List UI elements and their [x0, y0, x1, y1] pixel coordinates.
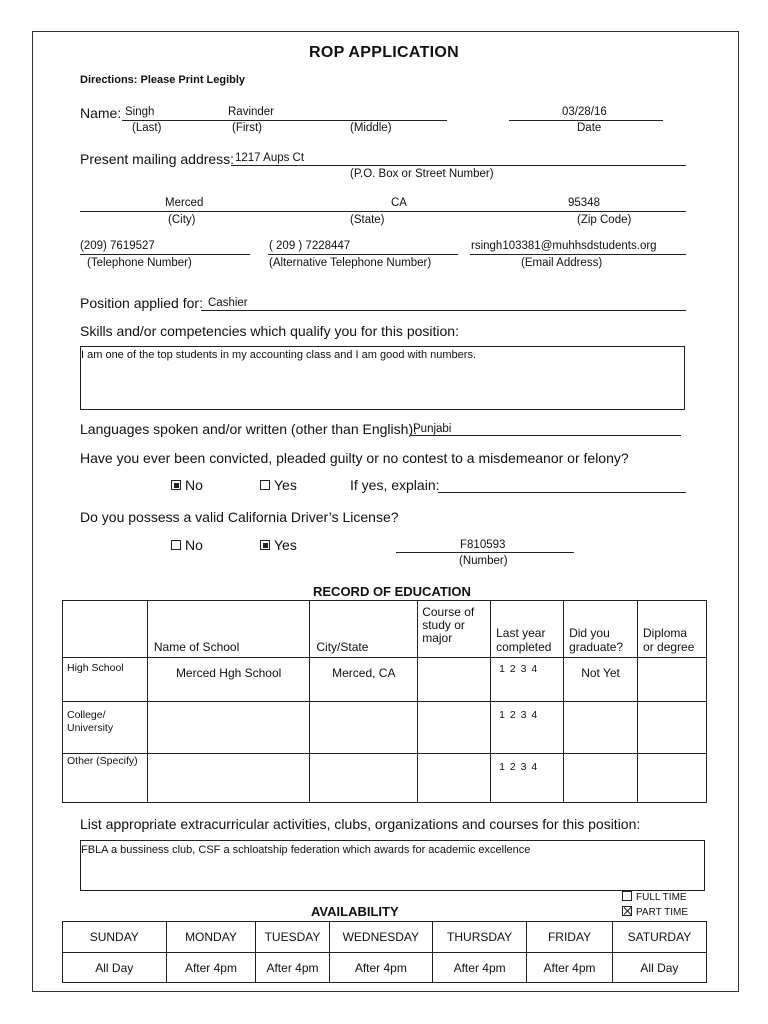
license-yes-label: Yes	[274, 537, 297, 553]
license-number-caption: (Number)	[459, 555, 508, 567]
full-time-option[interactable]	[622, 892, 687, 903]
header-cell: Name of School	[147, 601, 310, 658]
header-cell: Diploma or degree	[638, 601, 707, 658]
time-cell[interactable]: After 4pm	[329, 953, 433, 983]
availability-table	[62, 921, 707, 983]
school-cell[interactable]	[147, 754, 310, 803]
day-cell: TUESDAY	[256, 922, 329, 953]
row-label: High School	[63, 658, 148, 702]
skills-label: Skills and/or competencies which qualify you for this position:	[80, 323, 459, 339]
row-label: Other (Specify)	[63, 754, 148, 803]
directions: Directions: Please Print Legibly	[80, 74, 246, 86]
license-no-label: No	[185, 537, 203, 553]
education-title: RECORD OF EDUCATION	[313, 584, 471, 599]
header-cell: City/State	[310, 601, 418, 658]
license-no-option[interactable]	[171, 537, 203, 553]
diploma-cell[interactable]	[638, 658, 707, 702]
date-line	[509, 120, 663, 121]
day-cell: WEDNESDAY	[329, 922, 433, 953]
email-field[interactable]: rsingh103381@muhhsdstudents.org	[471, 240, 657, 252]
day-cell: MONDAY	[166, 922, 256, 953]
time-cell[interactable]: All Day	[612, 953, 706, 983]
middle-caption: (Middle)	[350, 122, 392, 134]
checkbox-x-icon[interactable]	[622, 906, 632, 916]
education-header-row	[63, 601, 707, 658]
phone-field[interactable]: (209) 7619527	[80, 240, 155, 252]
time-cell[interactable]: After 4pm	[527, 953, 613, 983]
checkbox-checked-icon[interactable]	[171, 480, 181, 490]
major-cell[interactable]	[418, 658, 491, 702]
part-time-label: PART TIME	[636, 907, 689, 918]
alt-phone-field[interactable]: ( 209 ) 7228447	[269, 240, 351, 252]
checkbox-empty-icon[interactable]	[171, 540, 181, 550]
graduate-cell[interactable]	[564, 702, 638, 754]
last-name-field[interactable]: Singh	[125, 106, 155, 118]
license-number-line	[396, 552, 574, 553]
zip-field[interactable]: 95348	[568, 197, 600, 209]
header-cell: Did you graduate?	[564, 601, 638, 658]
years-cell[interactable]: 1 2 3 4	[491, 754, 564, 803]
time-cell[interactable]: After 4pm	[433, 953, 527, 983]
graduate-cell[interactable]: Not Yet	[564, 658, 638, 702]
row-label: College/ University	[63, 702, 148, 754]
license-label: Do you possess a valid California Driver’s License?	[80, 509, 399, 525]
position-line	[201, 310, 686, 311]
state-caption: (State)	[350, 214, 385, 226]
header-cell: Last year completed	[491, 601, 564, 658]
part-time-option[interactable]	[622, 907, 688, 918]
day-cell: SUNDAY	[63, 922, 167, 953]
header-cell: Course of study or major	[418, 601, 491, 658]
day-cell: SATURDAY	[612, 922, 706, 953]
email-caption: (Email Address)	[521, 257, 603, 269]
convicted-no-option[interactable]	[171, 477, 203, 493]
alt-phone-caption: (Alternative Telephone Number)	[269, 257, 432, 269]
languages-label: Languages spoken and/or written (other than English):	[80, 421, 417, 437]
checkbox-checked-icon[interactable]	[260, 540, 270, 550]
city-field[interactable]: Merced	[165, 197, 204, 209]
first-name-field[interactable]: Ravinder	[228, 106, 275, 118]
explain-line[interactable]	[438, 492, 686, 493]
convicted-label: Have you ever been convicted, pleaded guilty or no contest to a misdemeanor or felony?	[80, 450, 629, 466]
years-cell[interactable]: 1 2 3 4	[491, 702, 564, 754]
explain-label: If yes, explain:	[350, 477, 440, 493]
date-caption: Date	[577, 122, 602, 134]
email-line	[470, 254, 686, 255]
activities-label: List appropriate extracurricular activities, clubs, organizations and courses for this position:	[80, 816, 641, 832]
address-line	[231, 165, 686, 166]
state-field[interactable]: CA	[391, 197, 407, 209]
last-caption: (Last)	[132, 122, 162, 134]
convicted-yes-label: Yes	[274, 477, 297, 493]
name-line	[122, 120, 447, 121]
convicted-no-label: No	[185, 477, 203, 493]
day-cell: FRIDAY	[527, 922, 613, 953]
languages-field[interactable]: Punjabi	[413, 423, 452, 435]
availability-times-row	[63, 953, 707, 983]
day-cell: THURSDAY	[433, 922, 527, 953]
languages-line	[411, 435, 681, 436]
address-label: Present mailing address:	[80, 151, 235, 167]
time-cell[interactable]: All Day	[63, 953, 167, 983]
full-time-label: FULL TIME	[636, 892, 687, 903]
major-cell[interactable]	[418, 702, 491, 754]
position-field[interactable]: Cashier	[208, 297, 248, 309]
activities-textarea[interactable]	[80, 840, 705, 891]
time-cell[interactable]: After 4pm	[256, 953, 329, 983]
diploma-cell[interactable]	[638, 754, 707, 803]
city-state-zip-line	[80, 211, 686, 212]
years-cell[interactable]: 1 2 3 4	[491, 658, 564, 702]
availability-title: AVAILABILITY	[311, 904, 399, 919]
activities-text: FBLA a bussiness club, CSF a schloatship federation which awards for academic excellence	[81, 844, 531, 856]
time-cell[interactable]: After 4pm	[166, 953, 256, 983]
first-caption: (First)	[232, 122, 263, 134]
education-table	[62, 600, 707, 803]
header-cell	[63, 601, 148, 658]
phone-caption: (Telephone Number)	[87, 257, 192, 269]
license-number-field[interactable]: F810593	[460, 539, 506, 551]
license-yes-option[interactable]	[260, 537, 297, 553]
diploma-cell[interactable]	[638, 702, 707, 754]
city-cell[interactable]: Merced, CA	[310, 658, 418, 702]
convicted-yes-option[interactable]	[260, 477, 297, 493]
street-caption: (P.O. Box or Street Number)	[350, 168, 494, 180]
table-row	[63, 702, 707, 754]
table-row	[63, 658, 707, 702]
city-caption: (City)	[168, 214, 196, 226]
school-cell[interactable]	[147, 702, 310, 754]
street-field[interactable]: 1217 Aups Ct	[235, 152, 305, 164]
checkbox-empty-icon[interactable]	[260, 480, 270, 490]
availability-days-row	[63, 922, 707, 953]
school-cell[interactable]: Merced Hgh School	[147, 658, 310, 702]
checkbox-empty-icon[interactable]	[622, 891, 632, 901]
alt-phone-line	[268, 254, 458, 255]
zip-caption: (Zip Code)	[577, 214, 632, 226]
position-label: Position applied for:	[80, 295, 203, 311]
page-title: ROP APPLICATION	[309, 44, 459, 61]
phone-line	[80, 254, 250, 255]
major-cell[interactable]	[418, 754, 491, 803]
date-field[interactable]: 03/28/16	[562, 106, 607, 118]
city-cell[interactable]	[310, 702, 418, 754]
graduate-cell[interactable]	[564, 754, 638, 803]
skills-textarea[interactable]	[80, 346, 685, 410]
name-label: Name:	[80, 105, 122, 121]
city-cell[interactable]	[310, 754, 418, 803]
table-row	[63, 754, 707, 803]
skills-text: I am one of the top students in my accounting class and I am good with numbers.	[81, 349, 476, 361]
